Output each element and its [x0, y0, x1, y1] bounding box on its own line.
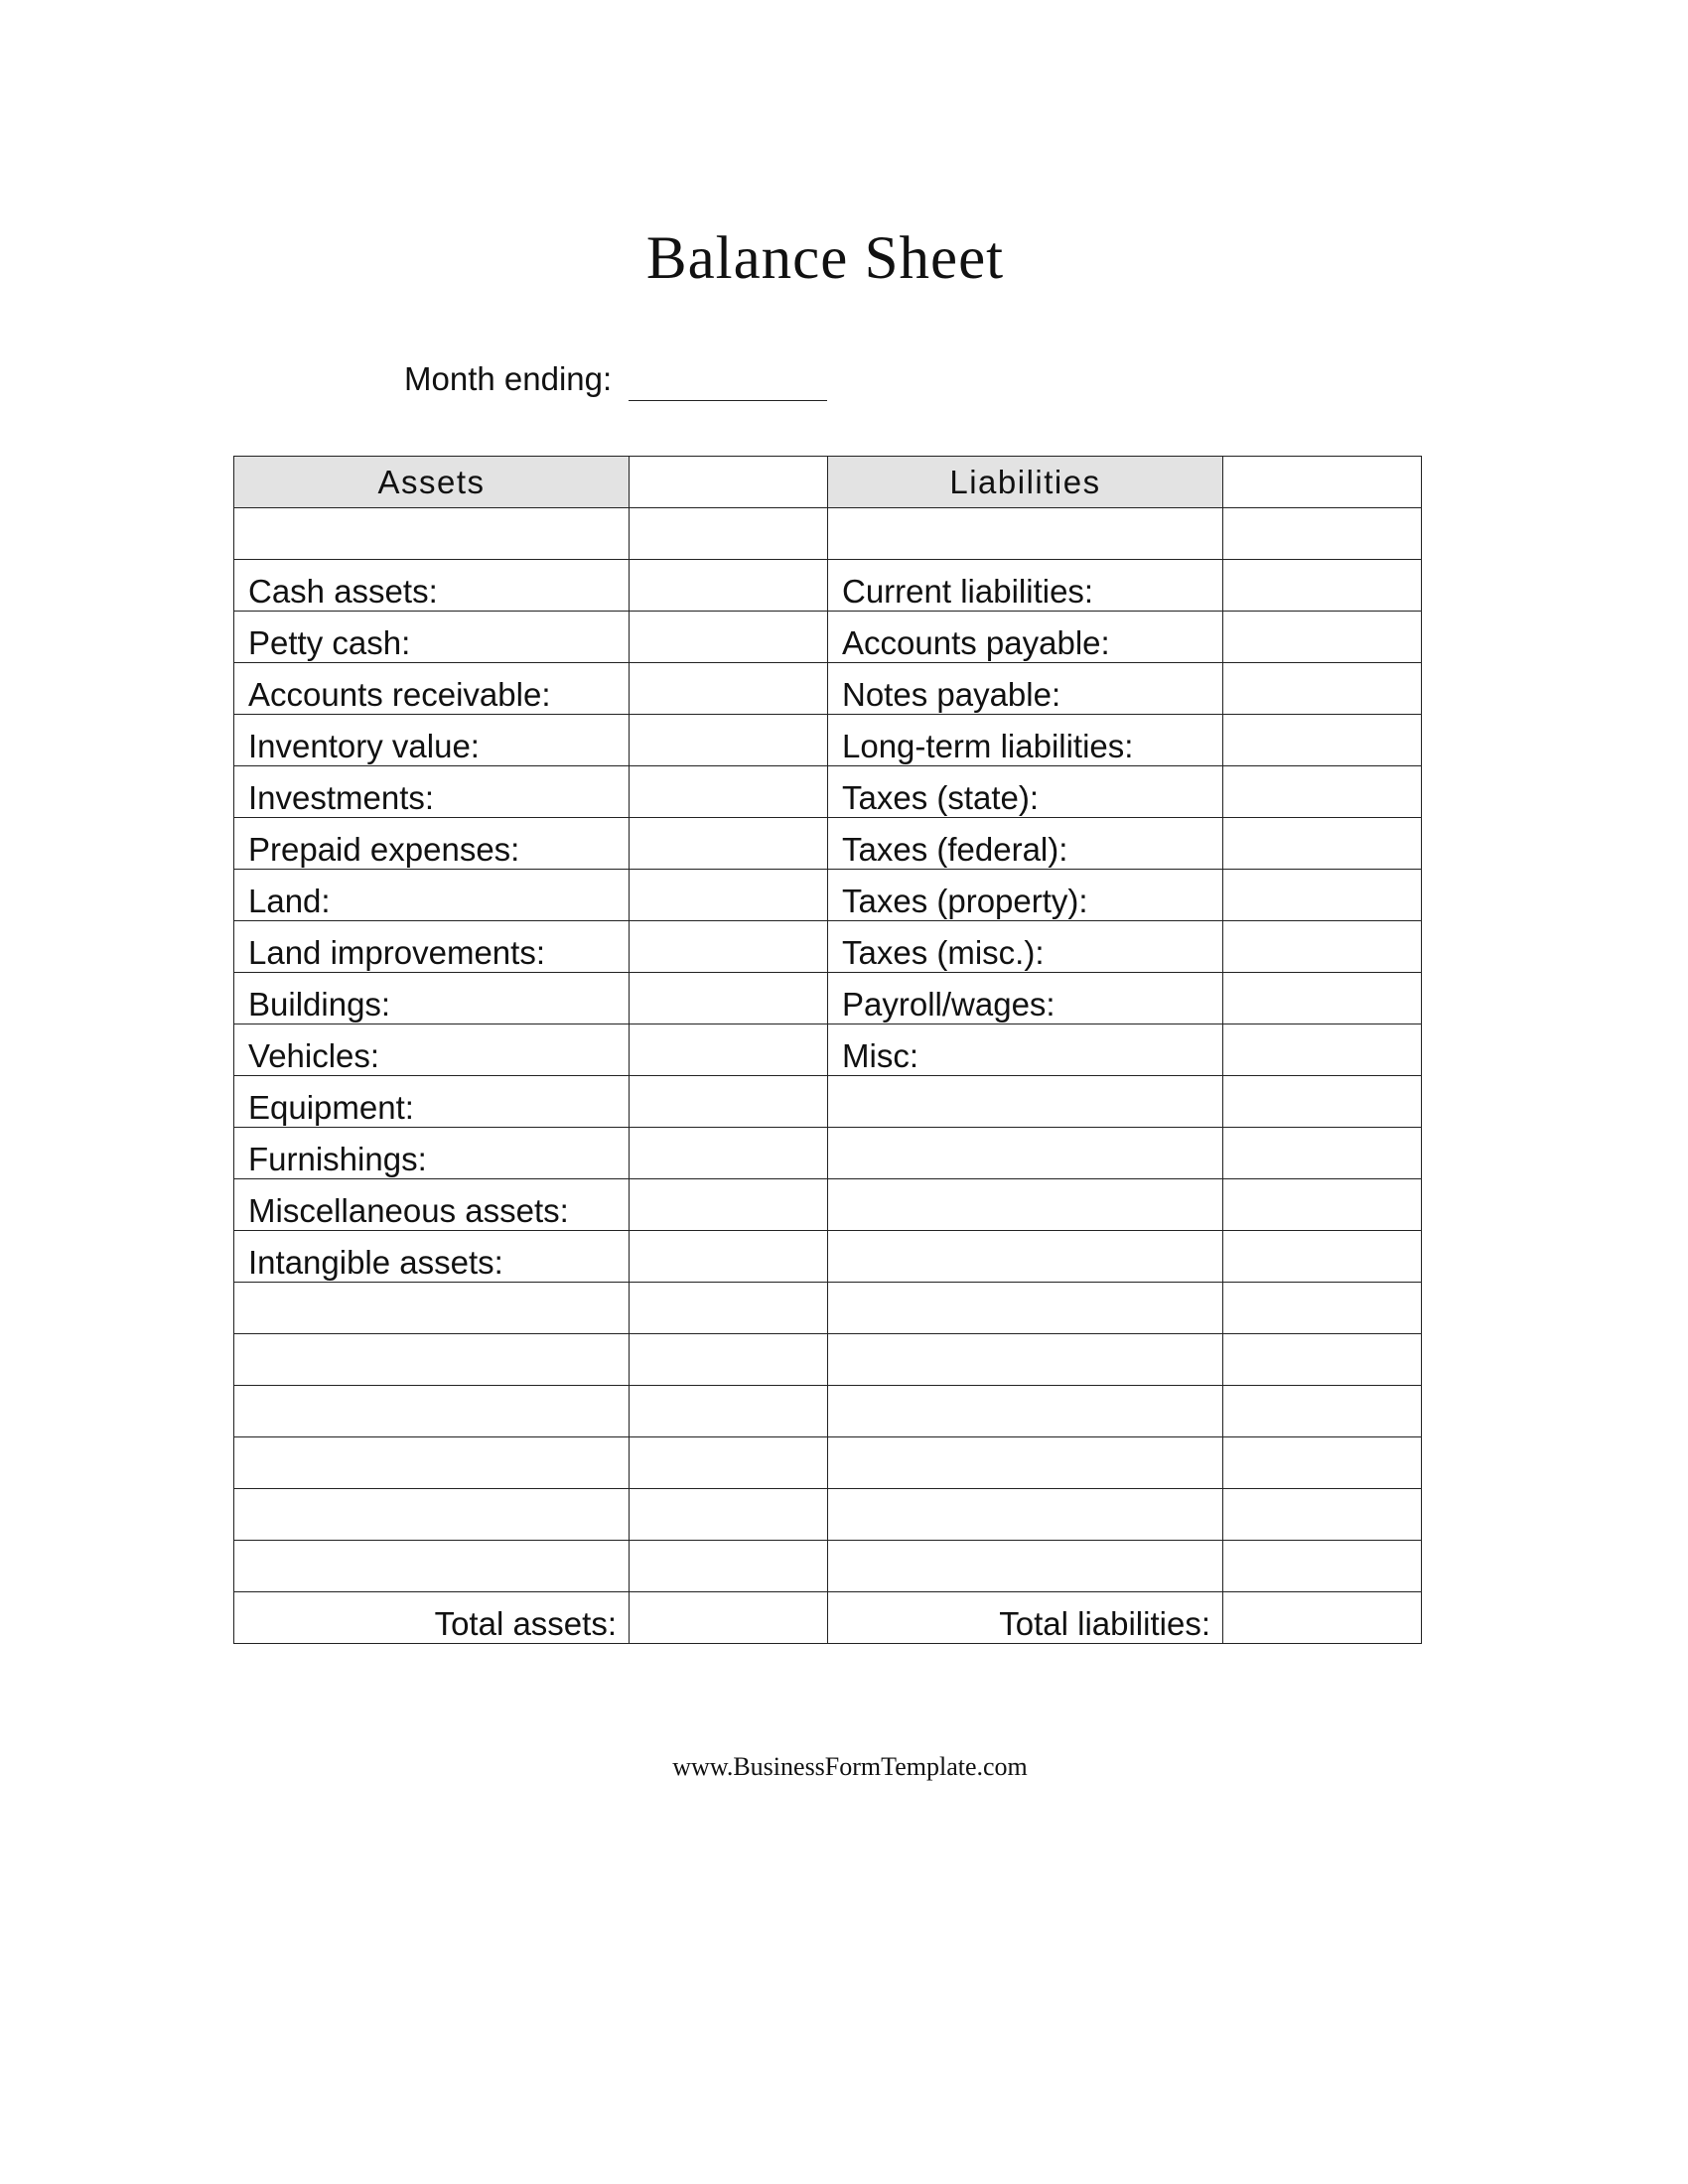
liability-amount-cell[interactable]: [1223, 1231, 1422, 1283]
asset-label: Buildings:: [234, 973, 630, 1024]
liability-label: Accounts payable:: [828, 612, 1223, 663]
liability-amount-cell[interactable]: [1223, 1024, 1422, 1076]
liability-label: [828, 1334, 1223, 1386]
liability-label: [828, 1076, 1223, 1128]
asset-label: [234, 508, 630, 560]
liability-label: [828, 1386, 1223, 1437]
header-row: [234, 457, 1422, 508]
table-row: [234, 663, 1422, 715]
asset-label: Land:: [234, 870, 630, 921]
asset-label: Inventory value:: [234, 715, 630, 766]
liability-amount-cell[interactable]: [1223, 1541, 1422, 1592]
table-row: [234, 921, 1422, 973]
totals-row: [234, 1592, 1422, 1644]
asset-amount-cell[interactable]: [630, 973, 828, 1024]
asset-amount-cell[interactable]: [630, 1024, 828, 1076]
asset-label: Vehicles:: [234, 1024, 630, 1076]
asset-label: [234, 1541, 630, 1592]
asset-label: [234, 1489, 630, 1541]
table-row: [234, 508, 1422, 560]
liabilities-amount-header: [1223, 457, 1422, 508]
liability-label: [828, 1489, 1223, 1541]
asset-label: [234, 1334, 630, 1386]
liability-label: [828, 1541, 1223, 1592]
asset-label: Intangible assets:: [234, 1231, 630, 1283]
liability-amount-cell[interactable]: [1223, 870, 1422, 921]
month-ending-field[interactable]: [629, 400, 827, 401]
asset-label: Investments:: [234, 766, 630, 818]
asset-label: [234, 1437, 630, 1489]
asset-amount-cell[interactable]: [630, 1437, 828, 1489]
asset-label: Petty cash:: [234, 612, 630, 663]
table-row: [234, 870, 1422, 921]
liability-label: Taxes (state):: [828, 766, 1223, 818]
liability-amount-cell[interactable]: [1223, 766, 1422, 818]
table-row: [234, 1179, 1422, 1231]
table-row: [234, 1076, 1422, 1128]
liability-label: Long-term liabilities:: [828, 715, 1223, 766]
asset-amount-cell[interactable]: [630, 508, 828, 560]
asset-amount-cell[interactable]: [630, 921, 828, 973]
liabilities-header: Liabilities: [828, 457, 1223, 508]
table-row: [234, 1024, 1422, 1076]
liability-amount-cell[interactable]: [1223, 973, 1422, 1024]
liability-label: Taxes (misc.):: [828, 921, 1223, 973]
asset-amount-cell[interactable]: [630, 1489, 828, 1541]
asset-label: Furnishings:: [234, 1128, 630, 1179]
asset-amount-cell[interactable]: [630, 1128, 828, 1179]
table-row: [234, 1386, 1422, 1437]
asset-label: Miscellaneous assets:: [234, 1179, 630, 1231]
total-liabilities-cell[interactable]: [1223, 1592, 1422, 1644]
liability-label: Misc:: [828, 1024, 1223, 1076]
liability-amount-cell[interactable]: [1223, 612, 1422, 663]
liability-label: [828, 1283, 1223, 1334]
liability-amount-cell[interactable]: [1223, 1334, 1422, 1386]
liability-amount-cell[interactable]: [1223, 560, 1422, 612]
asset-amount-cell[interactable]: [630, 1076, 828, 1128]
month-ending-label: Month ending:: [404, 360, 613, 397]
asset-amount-cell[interactable]: [630, 612, 828, 663]
liability-amount-cell[interactable]: [1223, 1128, 1422, 1179]
footer-url: www.BusinessFormTemplate.com: [672, 1752, 1028, 1781]
table-row: [234, 1283, 1422, 1334]
assets-amount-header: [630, 457, 828, 508]
balance-sheet-body: [234, 457, 1422, 1644]
asset-amount-cell[interactable]: [630, 766, 828, 818]
liability-amount-cell[interactable]: [1223, 715, 1422, 766]
asset-label: Prepaid expenses:: [234, 818, 630, 870]
liability-label: Payroll/wages:: [828, 973, 1223, 1024]
liability-label: [828, 1437, 1223, 1489]
asset-label: [234, 1283, 630, 1334]
table-row: [234, 766, 1422, 818]
assets-header: Assets: [234, 457, 630, 508]
table-row: [234, 612, 1422, 663]
table-row: [234, 818, 1422, 870]
page-title: Balance Sheet: [645, 225, 1005, 292]
asset-amount-cell[interactable]: [630, 560, 828, 612]
liability-amount-cell[interactable]: [1223, 921, 1422, 973]
table-row: [234, 1128, 1422, 1179]
liability-amount-cell[interactable]: [1223, 818, 1422, 870]
liability-amount-cell[interactable]: [1223, 663, 1422, 715]
liability-amount-cell[interactable]: [1223, 1179, 1422, 1231]
liability-label: Taxes (federal):: [828, 818, 1223, 870]
liability-label: Current liabilities:: [828, 560, 1223, 612]
total-liabilities-label: Total liabilities:: [828, 1592, 1223, 1644]
liability-label: Notes payable:: [828, 663, 1223, 715]
balance-sheet-table: [233, 456, 1422, 1644]
asset-label: [234, 1386, 630, 1437]
asset-label: Accounts receivable:: [234, 663, 630, 715]
liability-label: [828, 1231, 1223, 1283]
table-row: [234, 1334, 1422, 1386]
liability-amount-cell[interactable]: [1223, 1437, 1422, 1489]
asset-amount-cell[interactable]: [630, 1283, 828, 1334]
asset-amount-cell[interactable]: [630, 818, 828, 870]
asset-amount-cell[interactable]: [630, 1541, 828, 1592]
asset-amount-cell[interactable]: [630, 663, 828, 715]
liability-label: [828, 508, 1223, 560]
asset-label: Land improvements:: [234, 921, 630, 973]
asset-label: Cash assets:: [234, 560, 630, 612]
liability-amount-cell[interactable]: [1223, 1489, 1422, 1541]
table-row: [234, 715, 1422, 766]
asset-amount-cell[interactable]: [630, 870, 828, 921]
table-row: [234, 560, 1422, 612]
liability-amount-cell[interactable]: [1223, 1386, 1422, 1437]
table-row: [234, 973, 1422, 1024]
asset-amount-cell[interactable]: [630, 715, 828, 766]
total-assets-cell[interactable]: [630, 1592, 828, 1644]
table-row: [234, 1437, 1422, 1489]
asset-amount-cell[interactable]: [630, 1179, 828, 1231]
table-row: [234, 1231, 1422, 1283]
liability-label: [828, 1179, 1223, 1231]
asset-label: Equipment:: [234, 1076, 630, 1128]
liability-label: Taxes (property):: [828, 870, 1223, 921]
liability-label: [828, 1128, 1223, 1179]
total-assets-label: Total assets:: [234, 1592, 630, 1644]
liability-amount-cell[interactable]: [1223, 508, 1422, 560]
table-row: [234, 1541, 1422, 1592]
asset-amount-cell[interactable]: [630, 1334, 828, 1386]
table-row: [234, 1489, 1422, 1541]
liability-amount-cell[interactable]: [1223, 1283, 1422, 1334]
liability-amount-cell[interactable]: [1223, 1076, 1422, 1128]
asset-amount-cell[interactable]: [630, 1386, 828, 1437]
asset-amount-cell[interactable]: [630, 1231, 828, 1283]
